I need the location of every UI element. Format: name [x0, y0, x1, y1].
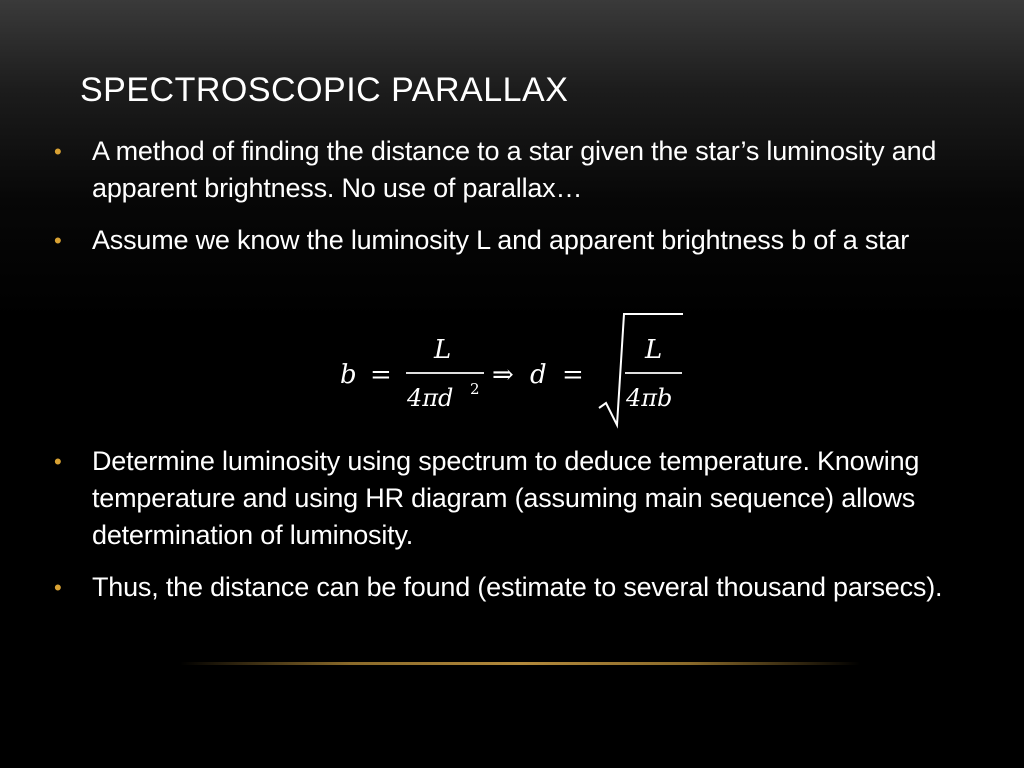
bullet-dot-icon: • — [54, 449, 62, 474]
bullet-list-top — [52, 133, 972, 259]
equation-numerator-1: L — [434, 335, 452, 365]
bullet-dot-icon: • — [54, 139, 62, 164]
bullet-text: A method of finding the distance to a star given the star’s luminosity and apparent brightness. No use of parallax… — [92, 136, 937, 203]
equation-implies: ⇒ — [492, 360, 514, 390]
equation-d: d — [530, 360, 547, 390]
bullet-text: Determine luminosity using spectrum to deduce temperature. Knowing temperature and using HR diagram (assuming main sequence) allows determination of luminosity. — [92, 446, 920, 550]
slide-title: SPECTROSCOPIC PARALLAX — [80, 71, 569, 109]
equation-b: b — [340, 360, 357, 390]
equation-denominator-2: 4πb — [626, 384, 673, 412]
equation-denominator-1: 4πd — [407, 384, 454, 412]
equation-exponent: 2 — [470, 380, 480, 398]
bullet-item-determine — [52, 443, 972, 554]
accent-divider — [180, 662, 860, 665]
bullet-item-thus — [52, 569, 972, 606]
bullet-item-assume — [52, 222, 972, 259]
equation-numerator-2: L — [645, 335, 663, 365]
bullet-text: Thus, the distance can be found (estimate to several thousand parsecs). — [92, 572, 943, 602]
bullet-dot-icon: • — [54, 228, 62, 253]
bullet-item-method — [52, 133, 972, 207]
bullet-text: Assume we know the luminosity L and apparent brightness b of a star — [92, 225, 910, 255]
bullet-dot-icon: • — [54, 575, 62, 600]
bullet-list-bottom — [52, 443, 972, 606]
equation-equals-1: = — [370, 360, 392, 390]
equation-equals-2: = — [562, 360, 584, 390]
distance-equation — [330, 308, 710, 433]
